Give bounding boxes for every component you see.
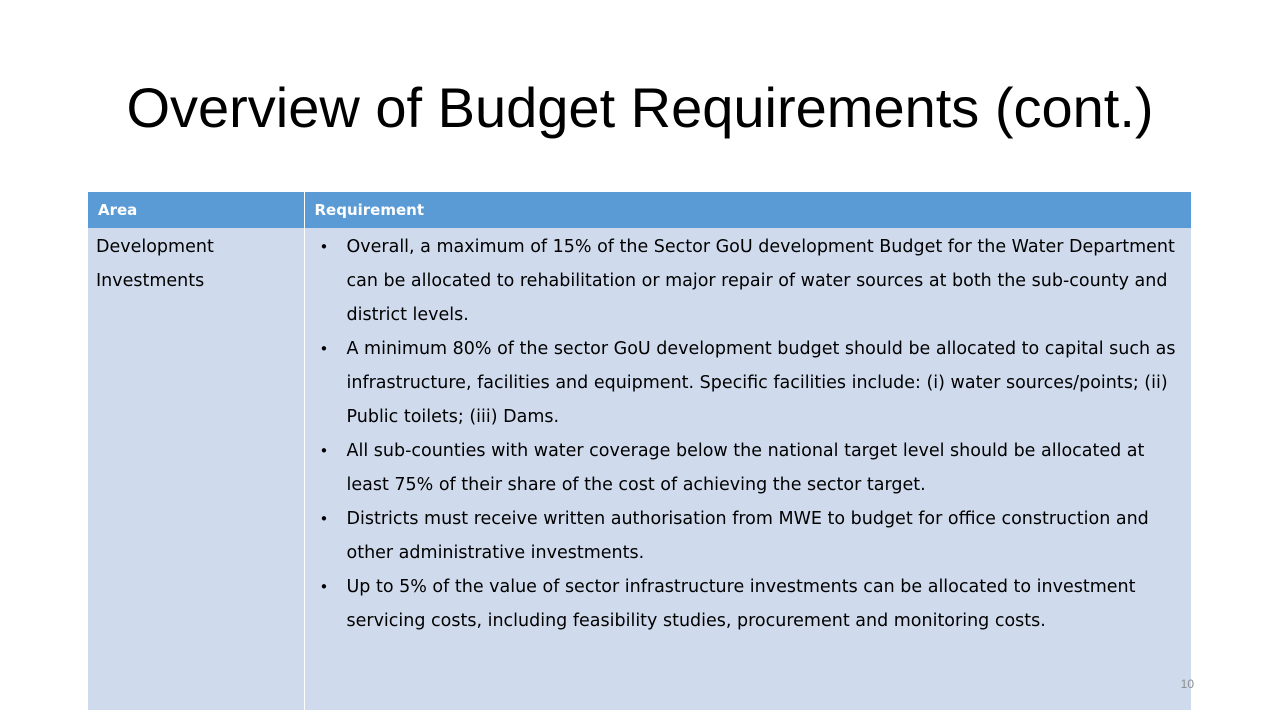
bullet-icon: • [319, 578, 329, 596]
requirement-text: A minimum 80% of the sector GoU development budget should be allocated to capital such as infrastructure, facilities and equipment. Specific facilities include: (i) water sources/points; (ii) Public toilets; (iii) Dams. [346, 339, 1176, 427]
header-area: Area [88, 192, 304, 228]
table-row [88, 228, 1192, 710]
slide-title: Overview of Budget Requirements (cont.) [126, 76, 1154, 139]
requirement-text: Districts must receive written authorisation from MWE to budget for office construction and other administrative investments. [346, 509, 1149, 563]
list-item [305, 570, 1188, 638]
bullet-icon: • [319, 238, 329, 256]
list-item [305, 230, 1188, 332]
list-item [305, 434, 1188, 502]
bullet-icon: • [319, 442, 329, 460]
list-item [305, 502, 1188, 570]
requirement-text: Up to 5% of the value of sector infrastructure investments can be allocated to investment servicing costs, including feasibility studies, procurement and monitoring costs. [346, 577, 1136, 631]
list-item [305, 332, 1188, 434]
requirement-text: Overall, a maximum of 15% of the Sector GoU development Budget for the Water Department can be allocated to rehabilitation or major repair of water sources at both the sub-county and district levels. [346, 237, 1175, 325]
page-number: 10 [1180, 677, 1194, 691]
area-cell: Development Investments [88, 228, 304, 710]
header-requirement: Requirement [304, 192, 1192, 228]
budget-requirements-table [88, 192, 1192, 710]
bullet-icon: • [319, 510, 329, 528]
table-header-row [88, 192, 1192, 228]
requirement-list [305, 230, 1188, 638]
requirement-text: All sub-counties with water coverage below the national target level should be allocated at least 75% of their share of the cost of achieving the sector target. [346, 441, 1145, 495]
bullet-icon: • [319, 340, 329, 358]
requirement-cell [304, 228, 1192, 710]
